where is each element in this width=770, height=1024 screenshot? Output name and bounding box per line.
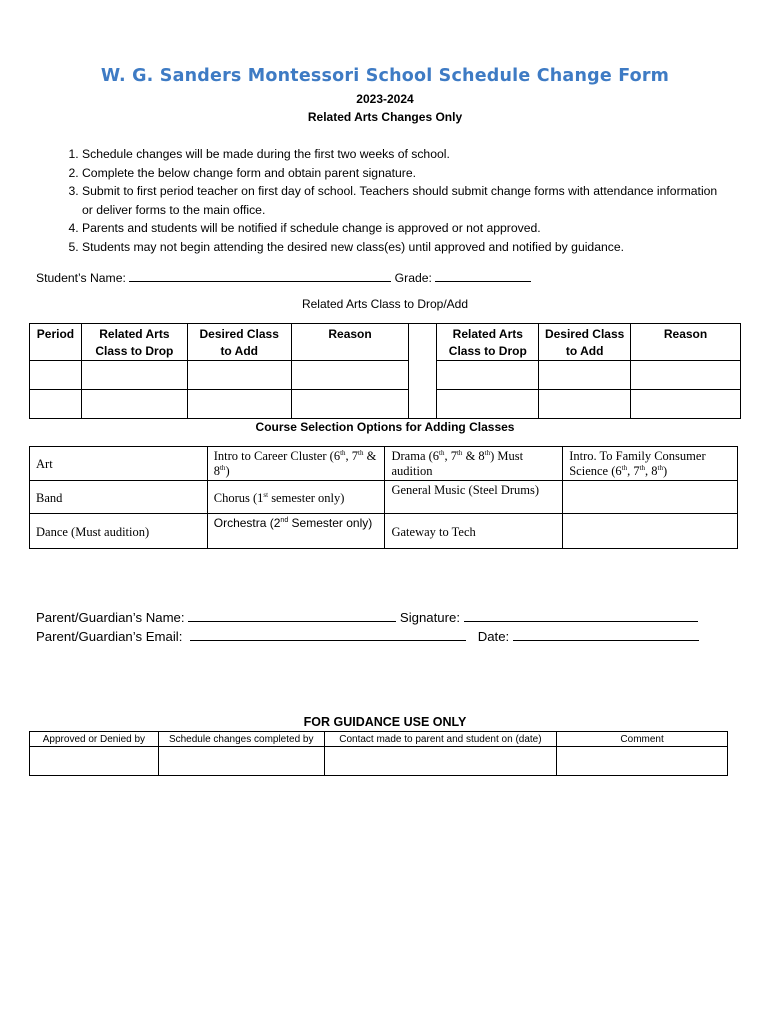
instruction-item: 3. Submit to first period teacher on first day of school. Teachers should submit change forms with attendance information or deliver forms to the main office. [82, 182, 722, 219]
add-class-cell[interactable] [187, 361, 291, 390]
form-subtitle: Related Arts Changes Only [307, 110, 463, 124]
add-class-header: Desired Class to Add [187, 324, 291, 361]
table-row [30, 747, 728, 776]
instructions-list [58, 145, 722, 257]
course-general-music: General Music (Steel Drums) [385, 481, 563, 514]
grade-label: Grade: [394, 271, 432, 285]
column-spacer [409, 324, 437, 419]
drop-add-table [29, 323, 741, 419]
instruction-item: 1. Schedule changes will be made during the first two weeks of school. [82, 145, 722, 164]
completed-by-header: Schedule changes completed by [158, 732, 324, 747]
comment-cell[interactable] [557, 747, 728, 776]
reason-cell[interactable] [291, 361, 409, 390]
instruction-item: 5. Students may not begin attending the desired new class(es) until approved and notified by guidance. [82, 238, 722, 257]
course-drama: Drama (6th, 7th & 8th) Must audition [385, 447, 563, 481]
completed-by-cell[interactable] [158, 747, 324, 776]
date-field[interactable] [513, 628, 699, 641]
reason-header: Reason [291, 324, 409, 361]
grade-field[interactable] [435, 269, 531, 282]
course-options-caption: Course Selection Options for Adding Classes [255, 420, 515, 434]
signature-field[interactable] [464, 609, 698, 622]
parent-name-label: Parent/Guardian’s Name: [36, 610, 185, 625]
reason-cell[interactable] [291, 390, 409, 419]
contact-date-cell[interactable] [324, 747, 557, 776]
period-cell[interactable] [30, 390, 82, 419]
contact-date-header: Contact made to parent and student on (date) [324, 732, 557, 747]
student-info-row [36, 269, 531, 285]
date-label: Date: [477, 629, 510, 644]
course-family-consumer-science: Intro. To Family Consumer Science (6th, 7th, 8th) [563, 447, 738, 481]
add-class-cell[interactable] [187, 390, 291, 419]
course-dance: Dance (Must audition) [30, 514, 208, 549]
period-cell[interactable] [30, 361, 82, 390]
drop-class-cell-2[interactable] [437, 390, 539, 419]
add-class-cell-2[interactable] [539, 390, 631, 419]
guidance-caption: FOR GUIDANCE USE ONLY [303, 715, 467, 729]
parent-email-field[interactable] [190, 628, 466, 641]
student-name-field[interactable] [129, 269, 391, 282]
signature-label: Signature: [399, 610, 461, 625]
parent-name-field[interactable] [188, 609, 396, 622]
approved-by-cell[interactable] [30, 747, 159, 776]
guidance-table [29, 731, 728, 776]
drop-class-header: Related Arts Class to Drop [81, 324, 187, 361]
table-row [30, 361, 741, 390]
add-class-cell-2[interactable] [539, 361, 631, 390]
instruction-item: 2. Complete the below change form and obtain parent signature. [82, 164, 722, 183]
course-orchestra: Orchestra (2nd Semester only) [207, 514, 385, 549]
reason-header-2: Reason [631, 324, 741, 361]
parent-email-label: Parent/Guardian’s Email: [36, 629, 183, 644]
comment-header: Comment [557, 732, 728, 747]
course-gateway-to-tech: Gateway to Tech [385, 514, 563, 549]
course-career-cluster: Intro to Career Cluster (6th, 7th & 8th) [207, 447, 385, 481]
school-year: 2023-2024 [356, 92, 414, 106]
drop-add-caption: Related Arts Class to Drop/Add [301, 297, 469, 311]
course-chorus: Chorus (1st semester only) [207, 481, 385, 514]
drop-class-cell[interactable] [81, 361, 187, 390]
drop-class-header-2: Related Arts Class to Drop [437, 324, 539, 361]
add-class-header-2: Desired Class to Add [539, 324, 631, 361]
period-header: Period [30, 324, 82, 361]
parent-name-row [36, 609, 698, 625]
instruction-item: 4. Parents and students will be notified if schedule change is approved or not approved. [82, 219, 722, 238]
reason-cell-2[interactable] [631, 390, 741, 419]
drop-class-cell[interactable] [81, 390, 187, 419]
empty-cell [563, 481, 738, 514]
approved-by-header: Approved or Denied by [30, 732, 159, 747]
table-row [30, 390, 741, 419]
parent-email-row [36, 628, 699, 644]
course-art: Art [30, 447, 208, 481]
course-band: Band [30, 481, 208, 514]
page-title: W. G. Sanders Montessori School Schedule Change Form [100, 66, 670, 86]
drop-class-cell-2[interactable] [437, 361, 539, 390]
reason-cell-2[interactable] [631, 361, 741, 390]
course-options-table [29, 446, 738, 549]
student-name-label: Student’s Name: [36, 271, 126, 285]
empty-cell [563, 514, 738, 549]
